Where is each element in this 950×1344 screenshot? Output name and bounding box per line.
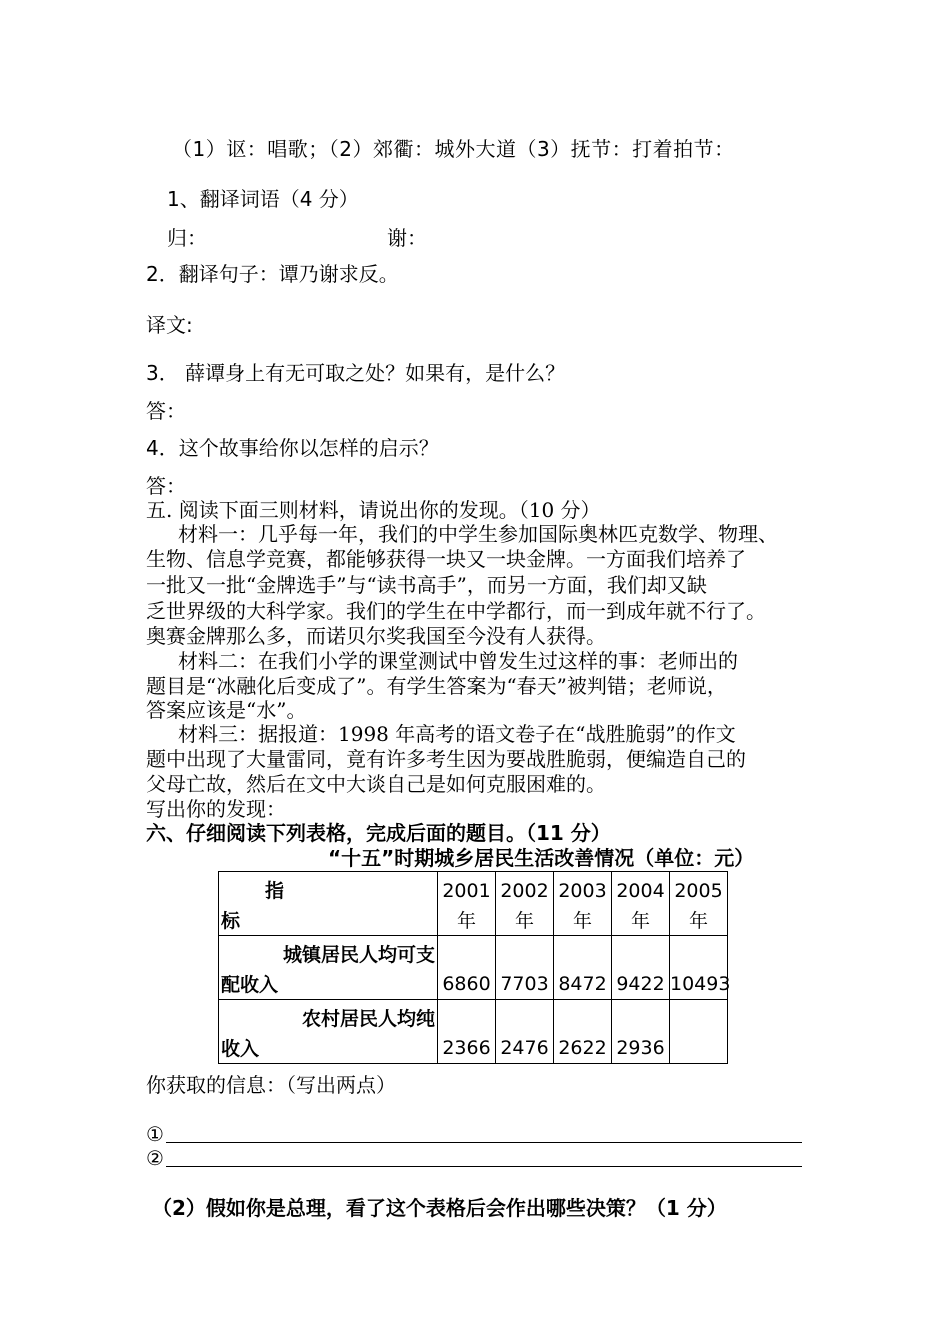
question-2: 2．翻译句子：谭乃谢求反。 — [146, 262, 399, 286]
table-cell — [496, 1000, 554, 1064]
question-3: 3． 薛谭身上有无可取之处？如果有，是什么？ — [146, 361, 566, 385]
table-row — [219, 1000, 728, 1064]
section-5-material-2-line: 材料二：在我们小学的课堂测试中曾发生过这样的事：老师出的 — [178, 649, 738, 673]
table-cell — [554, 1000, 612, 1064]
blank-marker-1: ① — [146, 1122, 164, 1146]
cell-value: 7703 — [500, 973, 549, 995]
cell-value: 8472 — [558, 973, 607, 995]
section-5-material-1-line: 材料一：几乎每一年，我们的中学生参加国际奥林匹克数学、物理、 — [178, 522, 778, 546]
section-5-material-1-line: 一批又一批“金牌选手”与“读书高手”，而另一方面，我们却又缺 — [146, 573, 707, 597]
table-header-row — [219, 872, 728, 936]
table-cell — [612, 1000, 670, 1064]
answer-line-1[interactable] — [166, 1142, 802, 1143]
row-label-line-2: 收入 — [221, 1038, 260, 1060]
section-5-title: 五. 阅读下面三则材料，请说出你的发现。（10 分） — [146, 498, 601, 522]
year-number: 2004 — [616, 880, 665, 902]
cell-value: 2622 — [558, 1037, 607, 1059]
year-unit: 年 — [630, 910, 650, 932]
data-table — [218, 871, 731, 1064]
header-label-part-1: 指 — [265, 880, 285, 902]
section-5-material-2-line: 题目是“冰融化后变成了”。有学生答案为“春天”被判错；老师说， — [146, 674, 727, 698]
cell-value: 6860 — [442, 973, 491, 995]
table-row — [219, 936, 728, 1000]
question-2-answer-label: 译文: — [146, 313, 193, 337]
section-5-material-1-line: 奥赛金牌那么多，而诺贝尔奖我国至今没有人获得。 — [146, 624, 606, 648]
year-header — [438, 872, 496, 936]
year-unit: 年 — [688, 910, 708, 932]
row-label-line-1: 城镇居民人均可支 — [282, 944, 435, 966]
table-caption: “十五”时期城乡居民生活改善情况（单位：元） — [328, 846, 755, 870]
year-unit: 年 — [456, 910, 476, 932]
row-label-line-2: 配收入 — [221, 974, 279, 996]
vocab-note: （1）讴：唱歌；（2）郊衢：城外大道（3）抚节：打着拍节： — [172, 137, 735, 161]
section-6-info-prompt: 你获取的信息：（写出两点） — [146, 1073, 396, 1097]
section-5-material-3-line: 父母亡故，然后在文中大谈自己是如何克服困难的。 — [146, 772, 606, 796]
row-label — [219, 1000, 438, 1064]
cell-value: 2936 — [616, 1037, 665, 1059]
section-5-material-3-line: 题中出现了大量雷同，竟有许多考生因为要战胜脆弱，便编造自己的 — [146, 747, 746, 771]
section-5-prompt: 写出你的发现： — [146, 797, 286, 821]
blank-marker-2: ② — [146, 1146, 164, 1170]
row-label-line-1: 农村居民人均纯 — [301, 1008, 435, 1030]
table-cell — [554, 936, 612, 1000]
year-header — [670, 872, 728, 936]
year-header — [496, 872, 554, 936]
year-number: 2005 — [674, 880, 723, 902]
question-1-gui: 归： — [167, 226, 207, 250]
table-cell — [670, 1000, 728, 1064]
table-cell — [438, 1000, 496, 1064]
table-cell — [670, 936, 731, 1000]
cell-value: 2476 — [500, 1037, 549, 1059]
table-cell — [438, 936, 496, 1000]
question-4: 4．这个故事给你以怎样的启示？ — [146, 436, 439, 460]
question-1-xie: 谢： — [387, 226, 427, 250]
cell-value: 9422 — [616, 973, 665, 995]
question-3-answer-label: 答： — [146, 399, 186, 423]
table-header-label — [219, 872, 438, 936]
cell-value: 2366 — [442, 1037, 491, 1059]
row-label — [219, 936, 438, 1000]
table-cell — [612, 936, 670, 1000]
year-number: 2002 — [500, 880, 549, 902]
section-5-material-2-line: 答案应该是“水”。 — [146, 698, 307, 722]
year-number: 2001 — [442, 880, 491, 902]
table-cell — [496, 936, 554, 1000]
year-header — [612, 872, 670, 936]
section-5-material-1-line: 乏世界级的大科学家。我们的学生在中学都行，而一到成年就不行了。 — [146, 599, 766, 623]
header-label-part-2: 标 — [221, 910, 241, 932]
section-5-material-1-line: 生物、信息学竞赛，都能够获得一块又一块金牌。一方面我们培养了 — [146, 547, 746, 571]
year-unit: 年 — [514, 910, 534, 932]
question-4-answer-label: 答： — [146, 474, 186, 498]
answer-line-2[interactable] — [166, 1166, 802, 1167]
year-number: 2003 — [558, 880, 607, 902]
question-1: 1、翻译词语（4 分） — [167, 187, 359, 211]
cell-value: 10493 — [670, 973, 731, 995]
section-6-question-2: （2）假如你是总理，看了这个表格后会作出哪些决策？（1 分） — [152, 1196, 727, 1220]
year-header — [554, 872, 612, 936]
section-5-material-3-line: 材料三：据报道：1998 年高考的语文卷子在“战胜脆弱”的作文 — [178, 722, 736, 746]
section-6-title: 六、仔细阅读下列表格，完成后面的题目。（11 分） — [146, 821, 611, 845]
year-unit: 年 — [572, 910, 592, 932]
